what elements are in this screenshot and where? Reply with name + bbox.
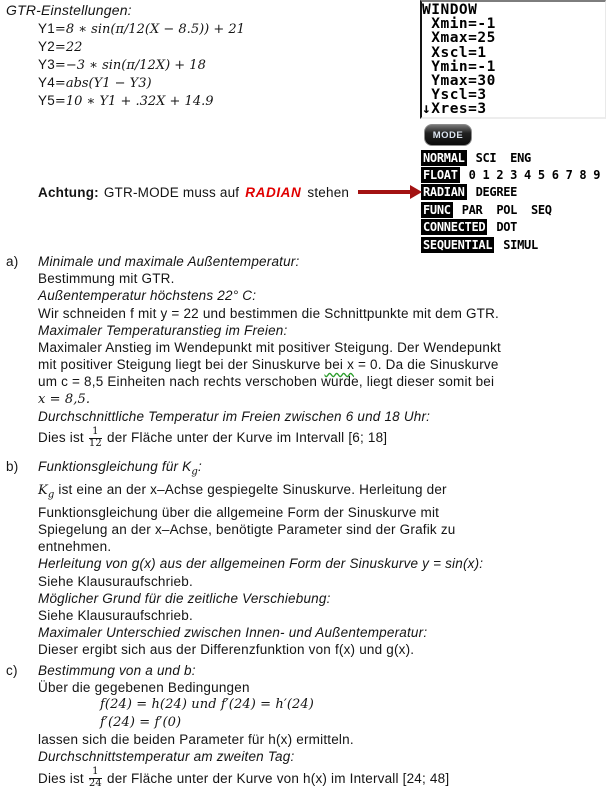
mode-row-notation bbox=[421, 149, 608, 166]
mode-row-options: 0 1 2 3 4 5 6 7 8 9 bbox=[468, 168, 601, 183]
function-name: Y4 bbox=[38, 75, 55, 90]
mode-row-options: PAR POL SEQ bbox=[461, 202, 552, 217]
function-expression: =abs(Y1 − Y3) bbox=[54, 76, 152, 91]
text-line: Dieser ergibt sich aus der Differenzfunktion von f(x) und g(x). bbox=[38, 642, 415, 658]
window-ymax: Ymax=30 bbox=[422, 73, 496, 90]
achtung-text: GTR-MODE muss auf bbox=[103, 184, 240, 200]
mode-key-icon bbox=[424, 124, 472, 146]
text-line: Siehe Klausuraufschrieb. bbox=[38, 573, 193, 589]
text-line-with-fraction bbox=[38, 765, 606, 791]
radian-highlight: RADIAN bbox=[245, 184, 302, 200]
subscript-g: g bbox=[47, 489, 55, 501]
math-line: x = 8,5. bbox=[38, 391, 91, 407]
section-c bbox=[6, 662, 606, 791]
window-yscl: Yscl=3 bbox=[422, 87, 487, 104]
spellcheck-marked-text: bei x bbox=[324, 357, 355, 373]
text-line: Bestimmung mit GTR. bbox=[38, 271, 175, 287]
text-line: Spiegelung an der x–Achse, benötigte Parameter sind der Grafik zu bbox=[38, 521, 456, 537]
text-line: Siehe Klausuraufschrieb. bbox=[38, 608, 193, 623]
mode-row-options: DOT bbox=[496, 220, 518, 235]
text-line-with-fraction bbox=[38, 425, 606, 451]
section-heading: Durchschnittliche Temperatur im Freien zwischen 6 und 18 Uhr: bbox=[38, 408, 431, 424]
window-xmax: Xmax=25 bbox=[422, 30, 496, 47]
section-b-label: b) bbox=[6, 459, 19, 474]
text-line: Wir schneiden f mit y = 22 und bestimmen die Schnittpunkte mit dem GTR. bbox=[38, 305, 500, 321]
section-a bbox=[6, 253, 606, 451]
subscript-g: g bbox=[191, 466, 198, 478]
window-xres: ↓Xres=3 bbox=[422, 101, 487, 118]
text-line: Maximaler Anstieg im Wendepunkt mit positiver Steigung. Der Wendepunkt bbox=[38, 340, 501, 356]
achtung-label: Achtung: bbox=[38, 184, 99, 200]
gtr-line-y5 bbox=[38, 92, 245, 110]
function-name: Y5 bbox=[38, 93, 55, 108]
mode-key-label: MODE bbox=[432, 129, 464, 141]
achtung-suffix: stehen bbox=[307, 184, 350, 200]
gtr-line-y4 bbox=[38, 74, 245, 92]
math-symbol: K bbox=[38, 482, 48, 498]
function-expression: =8 ∗ sin(π/12(X − 8.5)) + 21 bbox=[54, 22, 245, 37]
text-segment: mit positiver Steigung liegt bei der Sinuskurve bbox=[38, 357, 325, 373]
mode-selected-value: RADIAN bbox=[423, 185, 465, 200]
fraction-one-twentyfourth: $\frac{1}{24}$ bbox=[88, 766, 102, 789]
text-line: Funktionsgleichung über die allgemeine Form der Sinuskurve mit bbox=[38, 504, 440, 520]
function-expression: =10 ∗ Y1 + .32X + 14.9 bbox=[54, 94, 214, 109]
text-segment: ist eine an der x–Achse gespiegelte Sinuskurve. Herleitung der bbox=[54, 481, 447, 497]
mode-selected-value: NORMAL bbox=[423, 150, 465, 165]
text-line: entnehmen. bbox=[38, 539, 112, 555]
function-expression: =22 bbox=[54, 40, 83, 55]
mode-selected-value: SEQUENTIAL bbox=[423, 237, 493, 252]
achtung-note bbox=[38, 183, 422, 201]
section-a-label: a) bbox=[6, 254, 19, 269]
gtr-settings-block bbox=[6, 2, 245, 110]
section-b bbox=[6, 458, 606, 659]
section-heading: Maximaler Unterschied zwischen Innen- und Außentemperatur: bbox=[38, 625, 428, 641]
section-c-label: c) bbox=[6, 663, 18, 678]
window-xmin: Xmin=-1 bbox=[422, 16, 496, 33]
section-heading: Außentemperatur höchstens 22° C: bbox=[38, 288, 257, 304]
math-equation-line: f′(24) = f′(0) bbox=[100, 714, 182, 730]
section-a-body bbox=[38, 253, 606, 451]
text-segment: : bbox=[198, 459, 202, 474]
mode-selected-value: CONNECTED bbox=[423, 220, 486, 235]
function-name: Y3 bbox=[38, 57, 55, 72]
calculator-mode-screen bbox=[421, 149, 608, 253]
window-xscl: Xscl=1 bbox=[422, 44, 487, 61]
mode-row-options: SIMUL bbox=[503, 237, 538, 252]
section-heading: Durchschnittstemperatur am zweiten Tag: bbox=[38, 749, 295, 765]
mode-selected-value: FLOAT bbox=[423, 168, 458, 183]
function-name: Y1 bbox=[38, 21, 55, 36]
mode-row-graphtype bbox=[421, 201, 608, 218]
gtr-line-y3 bbox=[38, 56, 245, 74]
window-ymin: Ymin=-1 bbox=[422, 58, 496, 75]
section-b-body bbox=[38, 458, 606, 659]
section-heading: Maximaler Temperaturanstieg im Freien: bbox=[38, 322, 288, 338]
text-segment: Funktionsgleichung für K bbox=[38, 459, 192, 474]
fraction-one-twelfth: $\frac{1}{12}$ bbox=[88, 426, 102, 449]
text-segment: der Fläche unter der Kurve im Intervall [6; 18] bbox=[106, 430, 388, 446]
text-segment: Dies ist bbox=[38, 770, 84, 786]
function-name: Y2 bbox=[38, 39, 55, 54]
function-expression: =−3 ∗ sin(π/12X) + 18 bbox=[54, 58, 206, 73]
gtr-line-y1 bbox=[38, 20, 245, 38]
mode-row-sequence bbox=[421, 236, 608, 253]
section-c-body bbox=[38, 662, 606, 791]
mode-selected-value: FUNC bbox=[423, 202, 451, 217]
text-segment: der Fläche unter der Kurve von h(x) im Intervall [24; 48] bbox=[106, 770, 450, 786]
window-title: WINDOW bbox=[422, 2, 478, 18]
text-line: Über die gegebenen Bedingungen bbox=[38, 680, 250, 696]
section-heading: Minimale und maximale Außentemperatur: bbox=[38, 254, 300, 269]
mode-row-options: SCI ENG bbox=[475, 150, 531, 165]
section-heading: Möglicher Grund für die zeitliche Verschiebung: bbox=[38, 590, 331, 606]
section-heading bbox=[38, 458, 606, 481]
text-segment: Dies ist bbox=[38, 430, 84, 446]
gtr-settings-title: GTR-Einstellungen: bbox=[6, 2, 132, 18]
mode-row-plotstyle bbox=[421, 219, 608, 236]
text-line: um c = 8,5 Einheiten nach rechts verschoben wurde, liegt dieser somit bei bbox=[38, 374, 495, 390]
section-heading: Herleitung von g(x) aus der allgemeinen Form der Sinuskurve y = sin(x): bbox=[38, 556, 484, 572]
calculator-window-screen bbox=[420, 0, 606, 119]
text-line bbox=[38, 356, 606, 373]
arrow-right-icon bbox=[358, 185, 422, 199]
text-line bbox=[38, 481, 606, 504]
mode-row-options: DEGREE bbox=[475, 185, 518, 200]
mode-row-angle bbox=[421, 184, 608, 201]
text-line: lassen sich die beiden Parameter für h(x) ermitteln. bbox=[38, 731, 354, 747]
mode-row-decimal bbox=[421, 166, 608, 183]
gtr-function-list bbox=[38, 20, 245, 110]
gtr-line-y2 bbox=[38, 38, 245, 56]
math-equation-line: f(24) = h(24) und f′(24) = h′(24) bbox=[100, 697, 314, 713]
section-heading: Bestimmung von a und b: bbox=[38, 663, 196, 678]
text-segment: = 0. Da die Sinuskurve bbox=[354, 357, 499, 373]
